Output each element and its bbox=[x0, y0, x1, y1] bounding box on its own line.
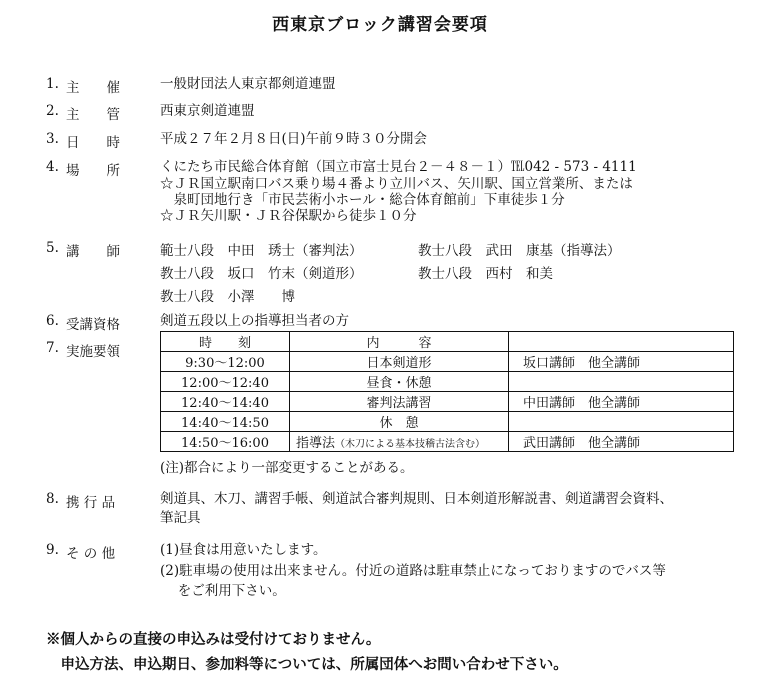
section-number: 4. bbox=[46, 159, 59, 175]
lecturer-name: 中田 琇士（審判法） bbox=[227, 243, 363, 259]
header-person bbox=[509, 332, 734, 352]
section-heading: 主 催 bbox=[66, 80, 120, 96]
section-heading: そ の 他 bbox=[66, 546, 116, 562]
header-content: 内 容 bbox=[290, 332, 509, 352]
section-heading: 受講資格 bbox=[66, 317, 120, 333]
datetime-value: 平成２７年２月８日(日)午前９時３０分開会 bbox=[160, 131, 428, 147]
table-header-row bbox=[161, 332, 734, 352]
lecturer bbox=[418, 262, 553, 282]
row-content-note: （木刀による基本技稽古法含む） bbox=[335, 439, 486, 450]
lecturer bbox=[160, 285, 295, 305]
row-time: 14:40～14:50 bbox=[161, 412, 290, 432]
items-line-1: 剣道具、木刀、講習手帳、剣道試合審判規則、日本剣道形解説書、剣道講習会資料、 bbox=[160, 491, 673, 507]
section-heading: 場 所 bbox=[66, 163, 120, 179]
section-heading: 携 行 品 bbox=[66, 495, 116, 511]
lecturer bbox=[418, 239, 621, 259]
organizer-value: 一般財団法人東京都剣道連盟 bbox=[160, 76, 336, 92]
manager-value: 西東京剣道連盟 bbox=[160, 103, 255, 119]
row-content bbox=[290, 432, 509, 452]
row-person: 坂口講師 他全講師 bbox=[509, 352, 734, 372]
items-to-bring bbox=[160, 490, 673, 528]
row-time: 12:00～12:40 bbox=[161, 372, 290, 392]
lecturer-name: 坂口 竹末（剣道形） bbox=[227, 266, 363, 282]
row-person: 中田講師 他全講師 bbox=[509, 392, 734, 412]
table-row bbox=[161, 352, 734, 372]
schedule-note: (注)都合により一部変更することがある。 bbox=[160, 460, 414, 476]
section-heading: 日 時 bbox=[66, 135, 120, 151]
notice-line-1: ※個人からの直接の申込みは受付けておりません。 bbox=[46, 631, 381, 648]
section-heading: 講 師 bbox=[66, 244, 120, 260]
venue-access-2: 泉町団地行き「市民芸術小ホール・総合体育館前」下車徒歩１分 bbox=[160, 192, 565, 208]
venue-access-3: ☆ＪＲ矢川駅・ＪＲ谷保駅から徒歩１０分 bbox=[160, 208, 417, 224]
page-title: 西東京ブロック講習会要項 bbox=[272, 15, 488, 35]
section-number: 1. bbox=[46, 76, 59, 92]
section-number: 3. bbox=[46, 131, 59, 147]
row-person: 武田講師 他全講師 bbox=[509, 432, 734, 452]
table-row bbox=[161, 392, 734, 412]
section-number: 6. bbox=[46, 313, 59, 329]
eligibility-value: 剣道五段以上の指導担当者の方 bbox=[160, 313, 349, 329]
lecturer-rank: 教士八段 bbox=[418, 243, 472, 259]
table-row bbox=[161, 372, 734, 392]
lecturer bbox=[160, 262, 363, 282]
other-line-1: (1)昼食は用意いたします。 bbox=[160, 542, 327, 558]
lecturer-rank: 教士八段 bbox=[160, 266, 214, 282]
venue-block bbox=[160, 158, 637, 226]
table-row bbox=[161, 432, 734, 452]
venue-access-1: ☆ＪＲ国立駅南口バス乗り場４番より立川バス、矢川駅、国立営業所、または bbox=[160, 176, 633, 192]
lecturer-name: 西村 和美 bbox=[485, 266, 553, 282]
section-number: 2. bbox=[46, 103, 59, 119]
header-time: 時 刻 bbox=[161, 332, 290, 352]
row-content: 審判法講習 bbox=[290, 392, 509, 412]
row-person bbox=[509, 372, 734, 392]
other-line-2: (2)駐車場の使用は出来ません。付近の道路は駐車禁止になっておりますのでバス等 bbox=[160, 563, 666, 579]
section-number: 8. bbox=[46, 491, 59, 507]
section-number: 7. bbox=[46, 340, 59, 356]
notice-line-2: 申込方法、申込期日、参加料等については、所属団体へお問い合わせ下さい。 bbox=[46, 656, 568, 673]
lecturer-name: 武田 康基（指導法） bbox=[485, 243, 621, 259]
venue-address: くにたち市民総合体育館（国立市富士見台２－４８－１）℡042 - 573 - 4111 bbox=[160, 159, 637, 175]
lecturer bbox=[160, 239, 363, 259]
lecturer-rank: 範士八段 bbox=[160, 243, 214, 259]
section-number: 9. bbox=[46, 542, 59, 558]
section-heading: 主 管 bbox=[66, 107, 120, 123]
lecturer-rank: 教士八段 bbox=[418, 266, 472, 282]
row-time: 14:50～16:00 bbox=[161, 432, 290, 452]
items-line-2: 筆記具 bbox=[160, 510, 201, 526]
lecturer-rank: 教士八段 bbox=[160, 289, 214, 305]
row-content-main: 指導法 bbox=[296, 436, 336, 451]
section-heading: 実施要領 bbox=[66, 344, 120, 360]
table-row bbox=[161, 412, 734, 432]
lecturer-name: 小澤 博 bbox=[227, 289, 295, 305]
row-person bbox=[509, 412, 734, 432]
section-number: 5. bbox=[46, 240, 59, 256]
schedule-table bbox=[160, 331, 734, 452]
row-time: 12:40～14:40 bbox=[161, 392, 290, 412]
row-content: 休 憩 bbox=[290, 412, 509, 432]
row-time: 9:30～12:00 bbox=[161, 352, 290, 372]
row-content: 日本剣道形 bbox=[290, 352, 509, 372]
row-content: 昼食・休憩 bbox=[290, 372, 509, 392]
other-notes bbox=[160, 541, 666, 601]
other-line-3: をご利用下さい。 bbox=[160, 583, 286, 599]
